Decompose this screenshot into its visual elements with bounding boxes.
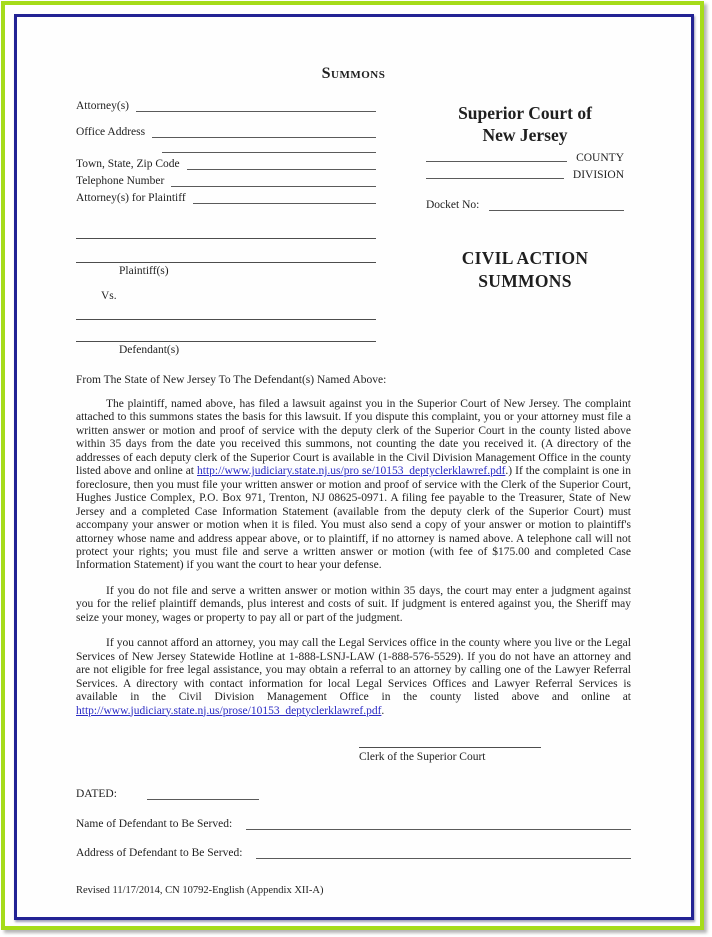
defendant-address-blank-line — [256, 845, 631, 859]
telephone-field-row — [76, 170, 376, 187]
civil-action-line1: CIVIL ACTION — [461, 247, 589, 268]
attorney-field-row — [76, 95, 376, 112]
telephone-label: Telephone Number — [76, 175, 165, 187]
plaintiff-blank-line-1 — [76, 217, 376, 239]
document-title: Summons — [321, 65, 386, 82]
office-address-extra-row — [162, 138, 376, 153]
civil-action-line2: SUMMONS — [478, 270, 572, 291]
plaintiff-label: Plaintiff(s) — [119, 265, 169, 277]
deputy-clerk-directory-link[interactable]: http://www.judiciary.state.nj.us/pro se/10153_deptyclerklawref.pdf — [197, 465, 506, 478]
division-label: DIVISION — [572, 168, 624, 181]
defendant-name-blank-line — [246, 816, 631, 830]
division-row — [426, 164, 624, 181]
docket-blank-line — [489, 197, 624, 211]
attorney-blank-line — [136, 98, 376, 112]
court-name-line2: New Jersey — [482, 124, 568, 145]
clerk-signature-caption: Clerk of the Superior Court — [359, 750, 486, 763]
defendant-name-label: Name of Defendant to Be Served: — [76, 817, 233, 830]
paragraph-3-text: If you cannot afford an attorney, you may call the Legal Services office in the county where you live or the Legal Services of New Jersey Statewide Hotline at 1-888-LSNJ-LAW (1-888-576-5529). If you do not have an attorney and are not eligible for free legal assistance, you may obtain a referral to an attorney by calling one of the Lawyer Referral Services. A directory with contact information for local Legal Services Offices and Lawyer Referral Services is available in the Civil Division Management Office in the county listed above and online at — [76, 637, 631, 704]
office-address-blank-line-2 — [162, 139, 376, 153]
dated-blank-line — [147, 786, 259, 800]
versus-label: Vs. — [101, 290, 117, 302]
clerk-signature-block — [359, 734, 541, 763]
office-address-field-row — [76, 121, 376, 138]
court-name — [426, 103, 624, 147]
defendant-address-row — [76, 843, 631, 859]
county-label: COUNTY — [576, 151, 624, 164]
attorney-for-plaintiff-blank-line — [193, 190, 376, 204]
paragraph-1-text: The plaintiff, named above, has filed a lawsuit against you in the Superior Court of New Jersey. The complaint attached to this summons states the basis for this lawsuit. If you dispute this complaint, you or your attorney must file a written answer or motion and proof of service with the deputy clerk of the Superior Court in the county listed above within 35 days from the date you received this summons, not counting the date you received it. (A directory of the addresses of each deputy clerk of the Superior Court is available in the Civil Division Management Office in the county listed above and online at — [76, 398, 631, 478]
body-paragraph-3 — [76, 637, 631, 718]
clerk-signature-line — [359, 734, 541, 748]
county-blank-line — [426, 148, 567, 162]
salutation-line: From The State of New Jersey To The Defendant(s) Named Above: — [76, 374, 387, 386]
docket-label: Docket No: — [426, 198, 480, 211]
dated-label: DATED: — [76, 787, 117, 800]
dated-row — [76, 783, 631, 800]
office-address-blank-line — [152, 124, 376, 138]
county-row — [426, 147, 624, 164]
body-paragraph-2: If you do not file and serve a written answer or motion within 35 days, the court may enter a judgment against you for the relief plaintiff demands, plus interest and costs of suit. If judgment is entered against you, the Sheriff may seize your money, wages or property to pay all or part of the judgment. — [76, 584, 631, 624]
attorney-for-plaintiff-label: Attorney(s) for Plaintiff — [76, 192, 186, 204]
attorney-for-plaintiff-field-row — [76, 187, 376, 204]
legal-services-directory-link[interactable]: http://www.judiciary.state.nj.us/prose/10153_deptyclerklawref.pdf — [76, 704, 382, 717]
defendant-blank-line-1 — [76, 302, 376, 320]
telephone-blank-line — [171, 173, 376, 187]
town-state-zip-blank-line — [187, 156, 376, 170]
revision-note: Revised 11/17/2014, CN 10792-English (Appendix XII-A) — [76, 884, 324, 896]
town-state-zip-field-row — [76, 153, 376, 170]
paragraph-3-text-after: . — [381, 704, 385, 717]
defendant-blank-line-2 — [76, 320, 376, 342]
court-name-line1: Superior Court of — [458, 103, 592, 123]
defendant-name-row — [76, 814, 631, 830]
summons-document — [17, 17, 690, 916]
court-column — [426, 95, 624, 356]
docket-row — [426, 194, 624, 211]
division-blank-line — [426, 165, 564, 179]
caption-column — [76, 95, 376, 356]
attorney-label: Attorney(s) — [76, 100, 130, 112]
defendant-address-label: Address of Defendant to Be Served: — [76, 846, 243, 859]
paragraph-1-text-after: .) If the complaint is one in foreclosure, then you must file your written answer or motion and proof of service with the Clerk of the Superior Court, Hughes Justice Complex, P.O. Box 971, Trenton, NJ 08625-0971. A filing fee payable to the Treasurer, State of New Jersey and a completed Case Information Statement (available from the deputy clerk of the Superior Court) must accompany your answer or motion when it is filed. You must also send a copy of your answer or motion to plaintiff's attorney whose name and address appear above, or to plaintiff, if no attorney is named above. A telephone call will not protect your rights; you must file and serve a written answer or motion (with fee of $175.00 and completed Case Information Statement) if you want the court to hear your defense. — [76, 465, 632, 572]
defendant-label: Defendant(s) — [119, 344, 180, 356]
header-columns — [76, 95, 631, 356]
town-state-zip-label: Town, State, Zip Code — [76, 158, 180, 170]
civil-action-title — [426, 247, 624, 293]
body-paragraph-1 — [76, 398, 631, 573]
plaintiff-blank-line-2 — [76, 239, 376, 263]
office-address-label: Office Address — [76, 126, 146, 138]
